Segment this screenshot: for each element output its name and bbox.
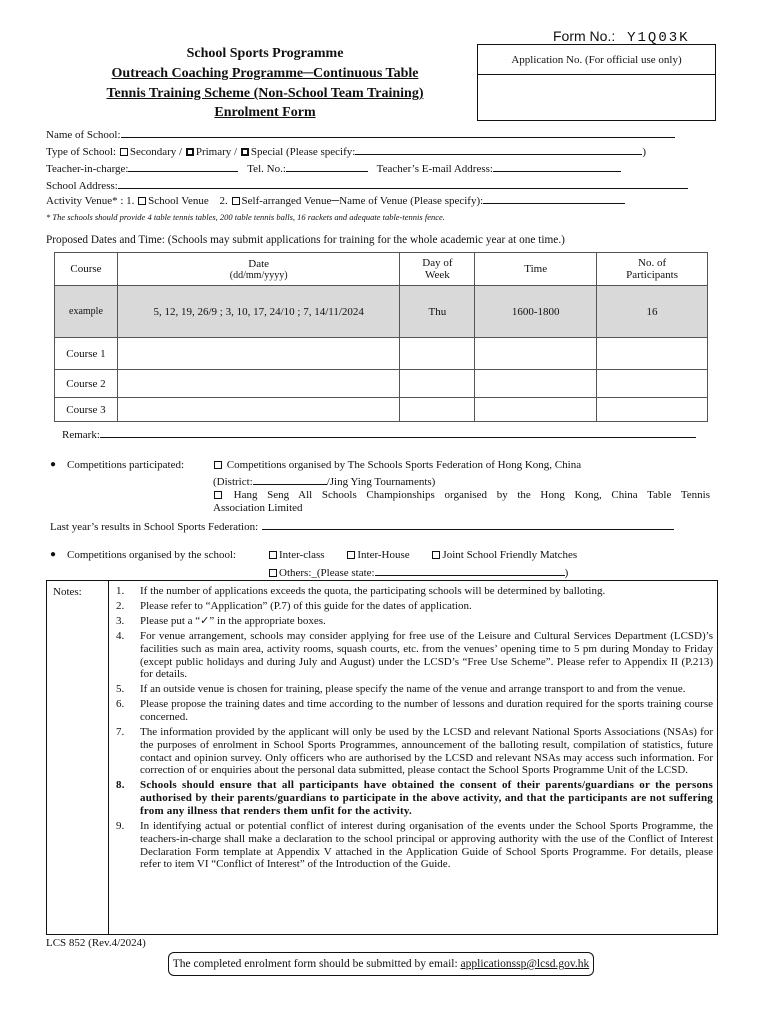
primary-checkbox[interactable] — [186, 148, 194, 156]
list-item — [113, 585, 713, 598]
note-number: 5. — [116, 683, 125, 696]
header-time: Time — [475, 253, 597, 286]
teacher-label: Teacher-in-charge: — [46, 163, 129, 175]
submission-email-link[interactable]: applicationssp@lcsd.gov.hk — [460, 958, 590, 970]
last-year-input[interactable] — [262, 518, 674, 530]
submission-text: The completed enrolment form should be submitted by email: — [172, 958, 458, 970]
last-year-label: Last year’s results in School Sports Federation: — [50, 521, 259, 533]
inter-class-checkbox[interactable] — [269, 551, 277, 559]
remark-label: Remark: — [62, 429, 100, 441]
note-text: For venue arrangement, schools may consider applying for free use of the Leisure and Cultural Services Department (LCSD)’s facilities such as main area, activity rooms, squash courts, etc. from the venues’ opening time to 5 pm during Monday to Friday (except public holidays and during July and August) under the LCSD’s “Free Use Scheme”. Please refer to Appendix II (P.213) for details. — [140, 629, 713, 681]
note-text: Please put a “✓” in the appropriate boxes. — [140, 614, 326, 627]
table-row — [55, 338, 708, 370]
school-name-input[interactable] — [121, 126, 675, 138]
district-row — [213, 473, 435, 488]
special-label: Special (Please specify: — [250, 146, 356, 158]
joint-school-checkbox[interactable] — [432, 551, 440, 559]
note-text: Please refer to “Application” (P.7) of this guide for the dates of application. — [140, 599, 472, 612]
note-number: 8. — [116, 779, 125, 792]
note-text: If the number of applications exceeds the quota, the participating schools will be determined by balloting. — [140, 585, 606, 597]
course-3-label: Course 3 — [55, 398, 118, 422]
table-row — [55, 398, 708, 422]
others-row — [268, 564, 568, 579]
secondary-label: Secondary / — [129, 146, 183, 158]
remark-input[interactable] — [100, 426, 696, 438]
title-scheme-line1: Outreach Coaching Programme─Continuous Table — [111, 66, 419, 81]
example-day: Thu — [400, 286, 475, 338]
address-input[interactable] — [118, 177, 688, 189]
course-2-time-cell[interactable] — [475, 370, 597, 398]
course-3-time-cell[interactable] — [475, 398, 597, 422]
teacher-input[interactable] — [128, 160, 238, 172]
title-scheme-line2: Tennis Training Scheme (Non-School Team Training) — [106, 86, 424, 101]
list-item — [113, 726, 713, 777]
note-number: 4. — [116, 629, 125, 642]
last-year-results-row — [50, 518, 674, 533]
list-item — [113, 600, 713, 613]
school-venue-checkbox[interactable] — [138, 197, 146, 205]
self-venue-label: Self-arranged Venue─Name of Venue (Please specify): — [241, 195, 484, 207]
course-3-date-cell[interactable] — [117, 398, 400, 422]
notes-divider — [108, 581, 109, 934]
header-date — [117, 253, 400, 286]
school-name-label: Name of School: — [46, 129, 121, 141]
bullet-icon: ● — [50, 549, 57, 560]
notes-list — [113, 585, 713, 873]
remark-row — [62, 426, 696, 441]
self-venue-input[interactable] — [483, 192, 625, 204]
others-input[interactable] — [375, 564, 565, 576]
competitions-label: Competitions participated: — [67, 459, 185, 471]
title-enrolment-form: Enrolment Form — [214, 105, 316, 120]
form-number-value: Y1Q03K — [627, 30, 690, 46]
example-time: 1600-1800 — [475, 286, 597, 338]
note-text: In identifying actual or potential conflict of interest during organisation of the events under the School Sports Programme, the teachers-in-charge shall make a declaration to the school principal or approving authority with the use of the Conflict of Interest Declaration Form template at Appendix V attached in the Application Guide of School Sports Programme. For details, please refer to item VI “Conflict of Interest” of the Introduction of the Guide. — [140, 820, 713, 871]
school-competitions-label: Competitions organised by the school: — [67, 549, 237, 561]
example-row — [55, 286, 708, 338]
course-2-participants-cell[interactable] — [597, 370, 708, 398]
secondary-checkbox[interactable] — [120, 148, 128, 156]
header-participants — [597, 253, 708, 286]
submission-note — [168, 952, 594, 976]
header-day-line2: Week — [424, 269, 450, 281]
form-code: LCS 852 (Rev.4/2024) — [46, 937, 146, 949]
course-2-day-cell[interactable] — [400, 370, 475, 398]
hang-seng-label-line2: Association Limited — [213, 502, 303, 514]
ssf-label: Competitions organised by The Schools Sports Federation of Hong Kong, China — [226, 459, 582, 471]
others-label: Others:_(Please state: — [279, 567, 375, 579]
joint-school-label: Joint School Friendly Matches — [442, 549, 578, 561]
example-course: example — [55, 286, 118, 338]
district-prefix: (District: — [213, 476, 253, 488]
course-1-participants-cell[interactable] — [597, 338, 708, 370]
header-day-line1: Day of — [422, 257, 453, 269]
notes-box — [46, 580, 718, 935]
course-2-date-cell[interactable] — [117, 370, 400, 398]
header-participants-line2: Participants — [626, 269, 679, 281]
inter-house-label: Inter-House — [357, 549, 410, 561]
bullet-icon: ● — [50, 459, 57, 470]
header-course: Course — [55, 253, 118, 286]
form-number-label: Form No.: — [553, 28, 616, 44]
venue-label: Activity Venue* : 1. — [46, 195, 135, 207]
course-1-label: Course 1 — [55, 338, 118, 370]
header-day — [400, 253, 475, 286]
school-type-row — [46, 143, 646, 158]
course-1-day-cell[interactable] — [400, 338, 475, 370]
note-number: 9. — [116, 820, 125, 833]
school-venue-label: School Venue — [148, 195, 209, 207]
district-input[interactable] — [253, 473, 327, 485]
others-close-paren: ) — [564, 567, 569, 579]
hang-seng-label-line1: Hang Seng All Schools Championships organised by the Hong Kong, China Table Tennis — [233, 489, 710, 501]
list-item — [113, 698, 713, 724]
header-date-format: (dd/mm/yyyy) — [229, 269, 288, 281]
competition-option-ssf — [213, 459, 581, 471]
course-1-time-cell[interactable] — [475, 338, 597, 370]
note-number: 2. — [116, 599, 125, 612]
venue-footnote: * The schools should provide 4 table tennis tables, 200 table tennis balls, 16 rackets and adequate table-tennis fence. — [46, 212, 445, 222]
note-number: 6. — [116, 698, 125, 711]
course-1-date-cell[interactable] — [117, 338, 400, 370]
school-name-row — [46, 126, 675, 141]
ssf-checkbox[interactable] — [214, 461, 222, 469]
special-specify-input[interactable] — [355, 143, 642, 155]
note-text: Please propose the training dates and time according to the number of lessons and duration required for the sports training course concerned. — [140, 698, 713, 724]
official-use-label: Application No. (For official use only) — [511, 54, 682, 66]
header-date-label: Date — [248, 257, 270, 270]
note-text: If an outside venue is chosen for training, please specify the name of the venue and arrange transport to and from the venue. — [140, 683, 686, 696]
address-row — [46, 177, 688, 192]
teacher-row — [46, 160, 621, 175]
email-input[interactable] — [493, 160, 621, 172]
table-header-row — [55, 253, 708, 286]
note-text: Schools should ensure that all participants have obtained the consent of their parents/guardians or the persons authorised by their parents/guardians to participate in the above activity, and that the participants are not suffering from any illness that renders them unfit for the activity. — [140, 779, 713, 818]
tel-label: Tel. No.: — [247, 163, 286, 175]
hang-seng-checkbox[interactable] — [214, 491, 222, 499]
self-venue-number: 2. — [219, 195, 228, 207]
inter-class-label: Inter-class — [279, 549, 325, 561]
competition-option-hang-seng — [213, 489, 710, 501]
others-checkbox[interactable] — [269, 569, 277, 577]
note-number: 7. — [116, 726, 125, 739]
district-suffix: /Jing Ying Tournaments) — [326, 476, 436, 488]
note-number: 3. — [116, 614, 125, 627]
address-label: School Address: — [46, 180, 118, 192]
official-use-box — [477, 44, 716, 121]
note-number: 1. — [116, 585, 125, 597]
course-3-day-cell[interactable] — [400, 398, 475, 422]
note-text: The information provided by the applicant will only be used by the LCSD and relevant National Sports Associations (NSAs) for the purposes of enrolment in School Sports Programmes, announcement of the balloting result, compilation of statistics, future contact and opinion survey. Only officers who are authorised by the LCSD and relevant NSAs may access such information. For correction of or enquiries about the personal data submitted, please contact the School Sports Programme Unit of the LCSD. — [140, 726, 713, 777]
list-item — [113, 779, 713, 817]
table-row — [55, 370, 708, 398]
inter-house-checkbox[interactable] — [347, 551, 355, 559]
title-programme: School Sports Programme — [186, 46, 344, 61]
example-date: 5, 12, 19, 26/9 ; 3, 10, 17, 24/10 ; 7, 14/11/2024 — [117, 286, 400, 338]
list-item — [113, 683, 713, 696]
tel-input[interactable] — [286, 160, 368, 172]
list-item — [113, 630, 713, 681]
special-checkbox[interactable] — [241, 148, 249, 156]
course-table — [54, 252, 708, 422]
self-venue-checkbox[interactable] — [232, 197, 240, 205]
school-type-label: Type of School: — [46, 146, 117, 158]
course-2-label: Course 2 — [55, 370, 118, 398]
special-close-paren: ) — [642, 146, 646, 158]
list-item — [113, 820, 713, 871]
header-participants-line1: No. of — [638, 257, 667, 269]
example-participants: 16 — [597, 286, 708, 338]
school-competition-options — [268, 549, 577, 561]
official-use-divider — [478, 74, 715, 75]
course-3-participants-cell[interactable] — [597, 398, 708, 422]
list-item — [113, 615, 713, 628]
primary-label: Primary / — [195, 146, 238, 158]
proposed-dates-heading: Proposed Dates and Time: (Schools may submit applications for training for the whole academic year at one time.) — [46, 234, 565, 246]
notes-heading: Notes: — [53, 586, 82, 598]
venue-row — [46, 192, 625, 207]
email-label: Teacher’s E-mail Address: — [376, 163, 493, 175]
